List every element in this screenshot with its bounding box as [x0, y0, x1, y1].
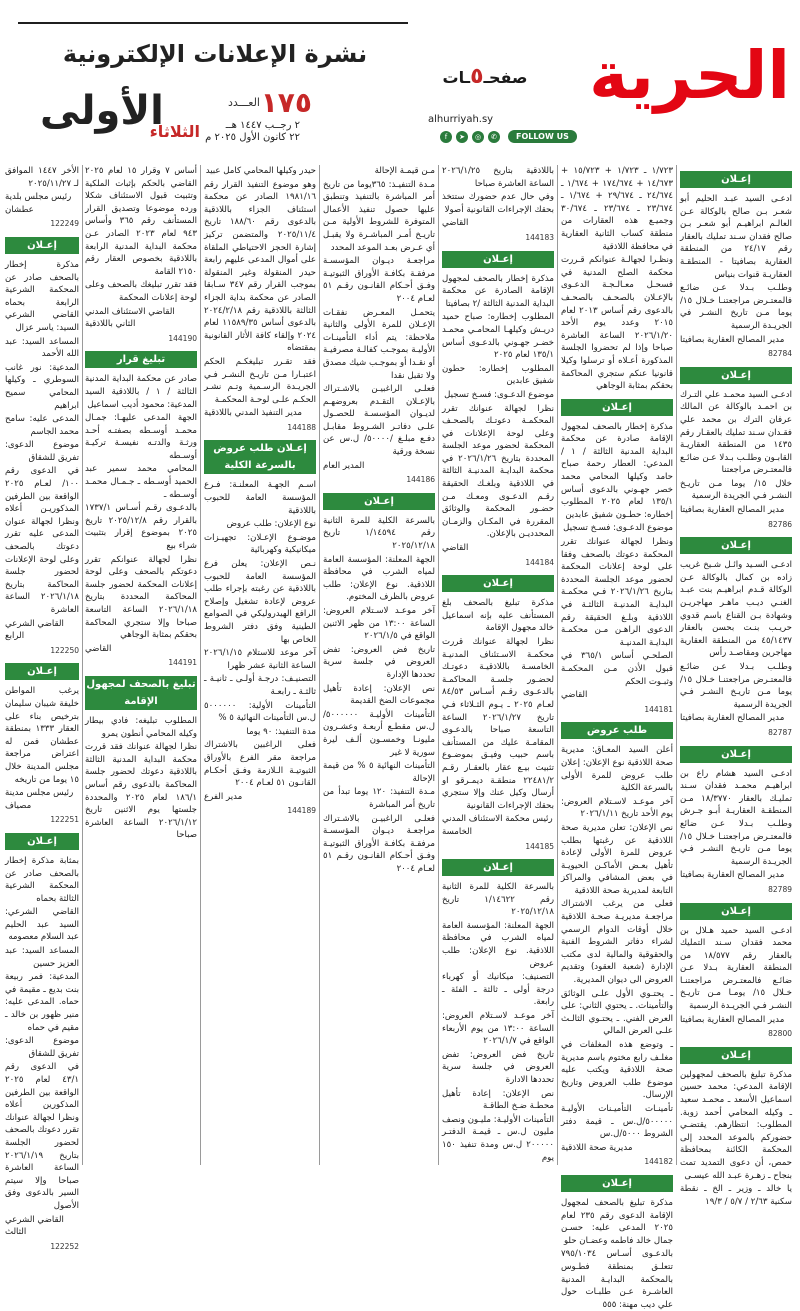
ad-item [85, 373, 197, 670]
ad-body: الجهة المدعى عليهـا: جمـال محمـد أوسـطه بصفتـه أحـد ورثـة والدتـه نفيسـة تركيـة أوسـطه [85, 413, 197, 461]
ad-signature: القاضي [442, 218, 469, 229]
ad-body: يرغب المواطن خليفة شيبان سليمان بترخيص بناء على العقار ١٣٣٣ بمنطقة عطشان فمن له اعتراض مراجعة مجلس المدينة خلال ١٥ يوما من تاريخه [5, 686, 79, 785]
ad-code: 144191 [168, 658, 197, 668]
ad-signature: مدير المصالح العقارية بصافيتا [680, 505, 785, 516]
ad-signature: مدير التنفيذ المدني باللاذقية [204, 408, 303, 419]
ad-body: المطلوب إخطاره: صباح حميد دريـش وكيلهـا المحامـي محمـد خضـر جهـوني بالدعـوى أساس ١٣٥/١ لعام ٢٠٢٥ [442, 312, 554, 361]
ad-item [680, 1069, 792, 1209]
ad-signature: المدير العام [323, 460, 365, 471]
issue-number: ١٧٥ [260, 86, 312, 119]
ad-body: المدعى عليه: سامح محمد الجاسم [5, 414, 79, 437]
ad-code: 122252 [50, 1241, 79, 1251]
ad-body: موضوع الدعوى: تفريق للشقاق [5, 440, 79, 463]
ad-signature: القاضي [561, 690, 588, 701]
column-4 [323, 165, 435, 1170]
ad-heading: تبليغ قرار [85, 351, 197, 368]
ad-signature: مديرية صحة اللاذقية [561, 1142, 633, 1153]
ad-heading: إعـلان [680, 537, 792, 554]
ad-code: 144181 [644, 704, 673, 714]
ad-item [442, 273, 554, 570]
ad-body: المساعد السيد: عبد الله الأحمد [5, 336, 79, 360]
ad-code: 144189 [287, 806, 316, 816]
ad-signature: مدير المصالح العقارية بصافيتا [680, 1014, 785, 1025]
ad-item [680, 389, 792, 532]
follow-us-badge[interactable]: FOLLOW US [508, 130, 577, 143]
column-divider [200, 165, 201, 1165]
section-title: نشرة الإعلانات الإلكترونية [62, 40, 368, 68]
pages-badge [420, 64, 550, 89]
ad-code: 82786 [768, 519, 792, 529]
ad-signature: مدير الفرع [204, 791, 243, 802]
ad-body: المدعية: فمر ربيعة بنت بديع ـ مقيمة في حماه. المدعى عليه: منير ظهور بن خالد ـ مقيم في حماه [5, 972, 79, 1033]
ad-body: التأمينات الأوليـة ٥٠٠٠٠٠٠/ل.س مقطـع أربعـة وعشـرون مليونـا وخمسـون ألـف ليرة سورية لا غير [323, 709, 435, 758]
ad-body: آخر موعـد لاسـتلام العروض: الساعة ١٣:٠٠ من يوم الأربعاء الواقع في ٢٠٢٦/١/٧ [442, 1011, 554, 1047]
website-link[interactable]: alhurriyah.sy [428, 114, 494, 125]
telegram-icon[interactable]: ➤ [456, 131, 468, 143]
ad-heading: إعـلان [680, 367, 792, 384]
ad-body: فعلـى الراغبيـن بالاشـتراك بالإعـلان التقـدم بعروضهـم لديـوان المؤسسـة للحصـول علـى دفاتـر الشـروط مقابـل دفـع مبلـغ /٥٠٠٠٠/ ل.س عن نسخة ورقية [323, 384, 435, 458]
ad-body: مـدة التنفيذ: ١٢٠ يوما تبدأ من تاريخ أمر المباشرة [323, 787, 435, 810]
ad-body: صادر عن محكمة البداية المدنية الثالثة / ١ / باللاذقية السيد المدعية: محمود أديب اسماعيل [85, 374, 197, 410]
newspaper-logo[interactable] [560, 37, 790, 120]
ad-signature: رئيس مجلس بلدية عطشان [5, 192, 72, 215]
pages-number: ٥ [470, 64, 484, 89]
ad-item [85, 715, 197, 842]
ad-code: 144188 [287, 422, 316, 432]
ad-item [680, 559, 792, 739]
ad-body: بمثابة مذكرة إخطار بالصحف صادر عن المحكمة الشرعية الثالثة بحماه [5, 855, 79, 904]
ad-body: باللاذقية بتاريخ ٢٠٢٦/١/٢٥ الساعة العاشرة صباحا [442, 166, 554, 189]
ad-body: ادعـى السـيد وائـل شـيخ غريب زاده بن كمال بالوكالة عـن الوكالة قـدم ابراهيـم بنت عبـد الغنـي ديـب ماهـر مهاجريـن وشهادة بـن القناع باسم قدوي حريـب بنـت بحسن بالعقار ٤٥/١٤٣٧ من المنطقة العقارية مهاجرين ومقاصـد رأس [680, 560, 792, 659]
ad-body: نظرا لجهالة عنوانك فقد قررت محكمة البداية المدنية الثالثة باللاذقية دعوتك لحضور جلسة المحاكمة بالدعوى رقم أساس ١٨٦/١ لعام ٢٠٢٥ والمحددة جلستها يوم الاثنين تاريخ ٢٠٢٦/١/١٢ الساعة العاشرة صباحا [85, 742, 197, 841]
ad-code: 122251 [50, 815, 79, 825]
ad-body: فعلـى الراغبيـن بالاشـتراك مراجعـة ديـوان المؤسسـة مرفقـة بكافـة الأوراق الثبوتيـة وفـق أحـكام القانـون رقـم ٥١ لعـام ٢٠٠٤ [323, 813, 435, 874]
ad-heading: إعـلان [5, 833, 79, 850]
column-5 [204, 165, 316, 1170]
issue-info [30, 86, 410, 146]
ad-item [323, 515, 435, 876]
ad-heading: إعـلان [561, 1175, 673, 1192]
ad-body: المطلوب تبليغه: فادي بيطار وكيله المحامي أنطون يمرو [85, 715, 197, 739]
ad-heading: إعـلان [680, 171, 792, 188]
hijri-date: ٢ رجــب ١٤٤٧ هــ [225, 120, 300, 131]
ad-body: ـ وتوضع هذه المغلفات في مغلـف رابع مختوم باسم مديرية صحة اللاذقية ويكتب عليه موضوع طلب العروض وتاريخ الإرسال. [561, 1040, 673, 1101]
ad-body: في الدعوى رقم ٤٣/١ لعام ٢٠٢٥ الواقعة بين الطرفين المذكورين أعلاه ونظرا لجهالة عنوانك تقرر دعوتك بالصحف لحضور الجلسة بتاريخ ٢٠٢٦/١/١٩ الساعة العاشرة صباحا وإلا سيتم السير بالدعوى وفق الأصول [5, 1062, 79, 1211]
ad-body: آخر موعـد لاسـتلام العروض: يوم الأحد تاريخ ٢٠٢٦/١/١١ [561, 796, 673, 820]
ad-heading: إعـلان [5, 237, 79, 254]
ad-body: بالدعـوى أسـاس ٧٩٥/١٠٣٤ تتعلـق بمنطقة فطـوس بالمحكمة البدايـة المدنية العاشـرة عـن طلبـات حول علي ديب مهنة: ٥٥٥ [561, 1249, 673, 1310]
pages-suffix: ـات [442, 68, 471, 87]
ad-heading: تبليغ بالصحف لمجهول الإقامة [85, 676, 197, 710]
ad-body: المساعد السيد: عبد العزيز حسين [5, 946, 79, 969]
ad-heading: إعـلان [5, 663, 79, 680]
ad-body: التأمينات الأوليـة: مليـون ونصف مليون ل.س ـ قيمـة الدفتـر ٢٠٠٠٠٠ ل.س ومدة تنفيذ ١٥٠ يوم [442, 1114, 554, 1163]
ad-body: مذكرة إخطار بالصحف لمجهول الإقامة صادرة عن محكمة البداية المدنية الثالثة / ١ / المدعي: العطار رحمة صباح حامد وكيلها المحامي محمد خصر جهـوني بالدعوى أساس ١٣٥/١ لعام ٢٠٢٥ المطلوب إخطاره: حطـون شفيق عابدين [561, 421, 674, 520]
ad-body: في الدعوى رقم ١٠٠/ لعـام ٢٠٢٥ الواقعة بين الطرفين المذكوريـن أعلاه ونظرا لجهالة عنوان المدعى عليه تقرر دعوتك بالصحف وعلى لوحة الإعلانات لحضور جلسة المحاكمة بتاريخ ٢٠٢٦/١/١٨ الساعة العاشرة [5, 466, 79, 615]
ad-body: التصنيـف: درجـة أولـى ـ ثانيـة ـ ثالثـة ـ رابعـة [204, 674, 316, 697]
ad-body: القاضي الشرعي: السيد عبد الحليم عبد السلام معصومه [5, 907, 79, 943]
ad-signature: القاضي [442, 543, 469, 554]
ad-body: موضـوع الإعـلان: تجهيـزات ميكانيكية وكهربائية [204, 532, 316, 556]
ad-body: المطلوب إخطاره: حطون شفيق عابدين [442, 363, 554, 387]
ad-body: نـص الإعلان: يعلن فرع المؤسسة العامة للحبوب باللاذقية عن رغبته بإجراء طلب عروض لإعادة تشغيل وإصلاح الرافع الهيدروليكي في الصوامع الطينية وفق دفتر الشروط الخاص بها [204, 559, 316, 645]
ad-item [442, 597, 554, 853]
ad-signature: مدير المصالح العقارية بصافيتا [680, 870, 785, 881]
ad-item [204, 479, 316, 817]
ad-code: 82787 [768, 727, 792, 737]
ad-item [85, 165, 197, 345]
ad-body: نص الإعلان: إعادة تأهيل مجموعات الضخ القديمة [323, 683, 435, 707]
ad-body: ادعـى السيد عبـد الحليم أبو شعـر بـن صالح بالوكالة عـن العالـم ابراهيـم أبو شعـر بـن صالح فقدان سـند تمليك بالعقار رقم ٢٤/١٧ من المنطقة العقارية بصافيتا - المنطقـة العقاريـة قنوات بنياس [680, 194, 792, 280]
ad-body: خلال ١٥/ يوما مـن تاريـخ النشـر فـي الجريدة الرسمية [680, 478, 792, 502]
ad-signature: رئيس محكمة الاستئناف المدني الخامسة [442, 814, 553, 837]
ad-code: 122250 [50, 645, 79, 655]
ad-heading: إعـلان [442, 859, 554, 876]
ad-code: 144183 [525, 232, 554, 242]
ad-body: آخر موعد للاستلام ٢٠٢٦/١/١٥ الساعة الثانية عشر ظهرا [204, 648, 316, 671]
ad-body: التأمينات الأولية: ٥٠٠٠٠٠٠ ل.س التأمينات النهائية ٥ % [204, 700, 316, 724]
ad-heading: إعـلان [561, 399, 673, 416]
ad-body: موضوع الدعـوى: فسـخ تسجيل [444, 389, 554, 400]
ad-item [442, 881, 554, 1164]
ad-item [5, 259, 79, 657]
ad-code: 144184 [525, 557, 554, 567]
ad-body: نوع الإعلان: طلب عروض [226, 519, 316, 530]
ad-body: المحامي محمد سمير عبد الحميد أوسـطه ـ جـمـال محمـد أوسـطه ـ [85, 464, 197, 500]
ad-code: 122249 [50, 219, 79, 229]
ad-item [561, 421, 673, 717]
ad-signature: القاضي الشرعي الثالث [5, 1214, 64, 1238]
ad-body: ادعـى السيد هشام راع بن ابراهيـم محمـد فقدان سـند تمليـك بالعقار ١٨/٣٧٧٠ مـن المنطقـة العقاريـة أبـو جـرش وطلـب بـدلا عـن ضائع فالمعتـرض مراجعتنـا خـلال ١٥/ يوما مـن تاريـخ النشـر فـي الجريـدة الرسمية [680, 768, 792, 867]
instagram-icon[interactable]: ◎ [472, 131, 484, 143]
ad-item [680, 193, 792, 361]
ad-body: بالسرعة الكلية للمرة الثانية رقم ١/١٤٥٩٤ تاريخ ٢٠٢٥/١٢/١٨ [323, 515, 435, 552]
ad-body: يا خالد ـ وزير ـ الخ ـ نقطة سكنية ٢/٦٣ / ٥/٧ / ١٩/٣ [680, 1184, 792, 1207]
ad-body: ـ يحتـوي الأول علـى الوثائق والتأمينات. ـ يحتوي الثاني: على العرض الفني. ـ يحتـوي الثالـث علـى العرض المالي [561, 988, 673, 1037]
ad-body: ونظرا لجهالة عنوانك تقرر المحكمة دعوتك بالصحف وفقا على لوحة إعلانات المحكمة لحضور موعد الجلسة المحددة بتاريخ ٢٠٢٦/١/٢٦ فـي محكمـة البدايـة المدنيـة الثالثـة في اللاذقية وبلـغ الحقيقة رقم الدعوى الراهـن مـن محكمـة البدايـة المدنيـة [561, 537, 673, 648]
ad-signature: رئيس مجلس مدينة مصياف [5, 788, 74, 811]
column-divider [557, 165, 558, 1165]
ad-item [680, 768, 792, 897]
ad-body: فقد تقـرر تبليغكـم الحكم اعتبـارا مـن تاريـخ النشـر فـي الجريـدة الرسـمية وتـم نشـر الحكـم علـى لوحـة المحكمـة [204, 356, 316, 405]
ad-signature: القاضي الشرعي الرابع [5, 618, 64, 642]
column-divider [319, 165, 320, 1165]
ad-body: الجهة المعلنة: المؤسسة العامة لمياه الشرب في محافظة اللاذقية. نوع الإعلان: طلب عروض بالظرف المختوم. [323, 554, 435, 603]
ad-item [204, 165, 316, 434]
ad-signature: مدير المصالح العقارية بصافيتا [680, 713, 785, 724]
column-3 [442, 165, 554, 1170]
ad-body: المدعية: نور غانب السوطري ـ وكيلها المحامي سميح ابراهيم [5, 362, 79, 411]
ad-signature: القاضي الاستئناف المدني الثاني باللاذقية [85, 306, 175, 330]
ad-body: الصلحـي أساس ٣٦٥/١ في قبول الأذن مـن المحكمـة وثبـوت الحكم [561, 651, 673, 687]
ad-item [5, 165, 79, 231]
column-divider [82, 165, 83, 1165]
ad-body: وطلـب بـدلا عـن ضائـع فالمعتـرض مراجعتنـا خـلال ١٥/ يوما مـن تاريـخ النشـر فـي الجريدة الرسمية [680, 662, 792, 710]
ad-heading: إعـلان [680, 903, 792, 920]
whatsapp-icon[interactable]: ✆ [488, 131, 500, 143]
ad-body: مذكرة تبليغ بالصحف بلغ المستأنف عليه بإنه اسماعيل خالد مجهول الإقامة [442, 598, 554, 634]
ad-body: حيدر وكيلها المحامي كامل عبيد [205, 166, 316, 176]
column-6 [85, 165, 197, 1170]
ad-item [561, 165, 673, 393]
column-1 [680, 165, 792, 1207]
ad-body: ادعـى السيد حميد هـلال بن محمد فقدان سـند التمليك بالعقار رقم ١٨/٥٧٧ من المنطقة العقارية بـدلا عـن ضائـع فالمعتـرض مراجعتنـا خـلال ١٥/ يومـا مـن تاريـخ النشـر فـي الجريـدة الرسمية [680, 925, 792, 1012]
ad-item [442, 165, 554, 245]
ad-body: تاريخ فض العروض: تفض العروض في جلسة سرية تحددها الادارة [442, 1049, 554, 1085]
facebook-icon[interactable]: f [440, 131, 452, 143]
ad-body: ونظـرا لجهالـة عنوانكم قـررت محكمة الصلح المدنية في فسحـل معـالـجـة الدعـوى بالإعـلان بالصحـف بالصحـف بالدعوى رقم أساس ٢٠١٣ لعام ٢٠١٥ وعدد يوم الأحد ٢٠٢٦/١/٢٠ الساعة العاشرة صباحا وإذا لم تحضروا الجلسة المذكورة أعـلاه أو ترسلوا وكيلا قانونيا عنكم ستجري المحاكمة بحقكم بمثابة الوجاهي [561, 255, 673, 392]
ad-item [5, 685, 79, 827]
ad-code: 144185 [525, 841, 554, 851]
ad-body: مذكرة تبليغ بالصحف لمجهولين الإقامة المدعي: محمد حسين اسماعيل الأسعد ـ محمـد سعيد ـ وكيله المحامي أحمد زوبة. المطلوب: انتظارهم. يقتضـي حضوركم بالموعد المحدد إلى المحكمة الكائنة بمحافظة حمص، أن دعوى التمديد تمت بنجاح ـ زهـرة عبـد الله عيسـى [680, 1069, 792, 1181]
ad-body: وفي حال عدم حضورك ستتخذ بحقك الإجراءات القانونية أصولا [442, 192, 554, 215]
ad-body: موضوع الدعـوى: فسـخ تسجيل [563, 523, 673, 534]
ad-item [680, 925, 792, 1041]
ad-signature: القاضي [85, 643, 112, 654]
ad-body: أساس ٧ وقرار ١٥ لعام ٢٠٢٥ القاضي بالحكم بإثبات الملكية وتثبيت قبول الاستئناف شكلا ورده موضوعا وتصديق القرار المستأنف رقم ٣٦٥ وأساس ٩٤٣ لعام ٢٠٢٣ الصادر عـن محكمة البداية المدنية الرابعة باللاذقية بخصوص العقار رقم ٢١٥٠ القامة [85, 166, 197, 277]
ad-body: أعلن السيد المعـاق: مديرية صحة اللاذقية نوع الإعلان: إعلان طلب عروض للمرة الأولى بالسرعة الكلية [561, 745, 673, 794]
ad-body: الأخر ١٤٤٧ الموافق لـ ٢٠٢٥/١١/٢٧ [5, 166, 80, 189]
ad-body: ادعـى السيد محمـد علي التـرك بن احمـد بالوكالة عن المالك عرفان الترك بن محمد علي فقـدان سـند تمليك بالعقـار رقم ١٤٣٥ من المنطقة العقاريـة القابـون وطلـب بـدلا عـن ضائـع فالمعتـرض مراجعتنا [680, 389, 792, 476]
ad-body: فقد تقرر تبليغك بالصحف وعلى لوحة إعلانات المحكمة [85, 280, 197, 303]
ad-body: بالسرعة الكلية للمرة الثانية رقم ١/١٤٦٢٢ تاريخ ٢٠٢٥/١٢/١٨ [442, 882, 554, 918]
social-links [440, 130, 577, 143]
ad-heading: إعـلان [442, 575, 554, 592]
ad-body: وهو موضوع التنفيذ القرار رقم ١٩٨١/١٦ الصادر عن محكمة استئناف الجزاء باللاذقية بالدعوى رقم ١٨٨/٦٠ تاريخ ٢٠٢٥/١١/٤ والمتضمن تركيز إشارة الحجز الاحتياطي الملقاة على أموال المدعى عليهم رابعة حيدر المنقولة وغير المنقولة بموجب القرار رقم ٣٤٧ سـابقا الصادر عن محكمة بداية الجزاء الثالثة باللاذقية رقم ٢٠٢٤/٢/١٨ بالدعوى أساس ١١٥٨٩/٣٥ لعام ٢٠٢٤ وإلقاء كافة الأثار القانونية بمقتضاه [204, 179, 317, 354]
ad-body: التأمينات النهائية ٥ % من قيمة الإحالة [323, 761, 435, 784]
ad-code: 82789 [768, 884, 792, 894]
column-7 [5, 165, 80, 1251]
ad-heading: إعـلان [442, 251, 554, 268]
column-divider [438, 165, 439, 1165]
ad-signature: مدير المصالح العقارية بصافيتا [680, 334, 785, 345]
ad-body: نظرا لجهالة عنوانك تقرر المحكمـة دعوتـك بالصحـف وعلى لوحة الإعلانات في المحكمة لحضور موعد الجلسة المحددة بتاريخ ٢٠٢٦/١/٢٦ في محكمة البدايـة المدنيـة الثالثة في اللاذقية وبلغـك الحقيقة رقـم الدعـوى ومعـك مـن حضـور المحكمة والوثائق المقررة في المكـان والزمـان المحدديـن بالإعلان. [442, 403, 554, 540]
ad-heading: طلب عروض [561, 722, 673, 739]
ad-heading: إعـلان طلب عروض بالسرعة الكلية [204, 440, 316, 474]
ad-body: فعلى الراغبين بالاشتراك مراجعة مقر الفرع بالأوراق الثبوتيـة الـلازمة وفـق أحكـام القانـون ٥١ لعـام ٢٠٠٤ [204, 740, 316, 789]
ad-body: الجهة المعلنة: المؤسسة العامة لمياه الشرب في محافظة اللاذقية. نوع الإعلان: طلب عروض [442, 920, 554, 969]
ad-item [5, 855, 79, 1253]
ad-code: 144186 [406, 475, 435, 485]
weekday: الثلاثاء [149, 122, 200, 141]
ad-body: موضوع الدعوى: تفريق للشقاق [5, 1036, 79, 1059]
ad-body: مـن قيمـة الإحالة [374, 166, 435, 176]
ad-body: مراجعـة ديـوان المؤسسـة مرفقـة بكافـة الأوراق الثبوتيـة وفـق أحـكام القانـون رقـم ٥١ لعـام ٢٠٠٤ [323, 256, 435, 304]
ad-item [323, 165, 435, 487]
ad-code: 82784 [768, 349, 792, 359]
ad-code: 144182 [644, 1157, 673, 1167]
ad-body: نص الإعلان: إعادة تأهيل محطـة ضـخ الطاقـة [442, 1088, 554, 1112]
ad-body: آخر موعـد لاسـتلام العروض: الساعة ١٣:٠٠ من ظهر الاثنين الواقع في ٢٠٢٦/١/٥ [323, 606, 435, 642]
title-rule [18, 22, 408, 24]
ad-body: تأمينـات التأميـنات الأوليـة ٥٠٠٠٠٠/ل.س ـ قيمة دفتر الشروط ٥٠٠٠/ل.س [561, 1103, 673, 1140]
ad-code: 82800 [768, 1029, 792, 1039]
ad-body: اسـم الجهـة المعلنـة: فـرع المؤسسة العامة للحبوب باللاذقية [204, 480, 316, 516]
ad-body: مدة التنفيذ: ٩٠ يوما [246, 726, 316, 737]
ad-body: مذكرة إخطار بالصحف صادر عن المحكمة الشرعية الرابعة بحماه القاضي الشرعي السيد: ياسر عزال [5, 259, 79, 333]
ad-body: وطلـب بـدلا عـن ضائـع فالمعتـرض مراجعتنـا خـلال ١٥/ يوما مـن تاريخ النشـر في الجريـدة الرسمية [680, 283, 792, 331]
ad-body: ١/٧٢٣ ـ ١/٧٢٣ + ١٥/٧٢٣ + ١٤/٦٧٣ + ١٧٤/٦٧٤ + ١/٦٧٤ ـ ٢٤/٦٧٤ ـ ٢٩/٦٧٤ + ١/٦٧٤ ـ ٢٣/٦٧٤ ـ ٢٣/٦٧٤ ـ ٣٠/٦٧٤ وجميـع هذه العقارات من منطقة كساب الثانية العقارية في محافظة اللاذقية [561, 166, 674, 252]
column-2 [561, 165, 674, 1310]
ad-body: بالدعـوى رقـم أسـاس ١٧٣٧/١ بالقرار رقم ٢٠٢٥/١٢/٨ تاريخ ٢٠٢٥ بموضوع إقرار بتثبيت شراء بيع [85, 503, 197, 552]
ad-body: نص الإعلان: تعلن مديرية صحة اللاذقية عن رغبتها بطلب عروض للمرة الأولى لإعادة تأهيل بعـض الأماكـن الحيويـة في بعض المشافي والمراكز التابعة لمديرية صحة اللاذقية [561, 822, 673, 896]
ad-item [561, 1197, 673, 1311]
column-divider [676, 165, 677, 1165]
ad-heading: إعـلان [680, 1047, 792, 1064]
ad-body: مـدة التنفيـذ: ٣٦٥يوما من تاريخ أمر المباشرة بالتنفيذ وتنطبق عليها حصول تنفيذ الأعمال المتوفرة للشروط الأولية مـن تاريـخ أمـر المباشـرة ولا يقبـل أي عـرض بعـد الموعد المحدد [323, 179, 435, 253]
issue-label: العـــدد [227, 96, 260, 109]
ad-body: مذكرة تبليغ بالصحف لمجهول الإقامة الدعوى رقم ٢٣٥ لعام ٢٠٢٥ المدعى عليه: حسـن جمال خالد فاطمه وعضـان حلو [561, 1197, 673, 1246]
masthead [0, 0, 800, 158]
page-section: الأولى [40, 88, 164, 134]
ad-body: مذكرة إخطار بالصحف لمجهول الإقامة الصادرة عن محكمة البداية المدنية الثالثة /٢ بصافيتا [442, 273, 554, 309]
ad-item [561, 744, 673, 1169]
ad-body: فعلى من يرغب الاشتراك مراجعـة مديريـة صحـة اللاذقية خلال أوقات الدوام الرسمي لشراء دفاتر الشروط الفنية والحقوقية والمالية لدى مكتب الإدارة (شعبة العقود) وتقديم العروض الى ديوان المديرية. [561, 899, 673, 986]
ad-heading: إعـلان [680, 746, 792, 763]
pages-prefix: صفحـ [483, 68, 528, 87]
ad-body: نظرا لجهالة عنوانك قررت محكمـة الاسـتئناف المدنيـة الخامسـة باللاذقيـة دعوتـك لحضـور جلسـة المحاكمـة بالدعـوى رقـم أسـاس ٨٤/٥٣ لعـام ٢٠٢٥ ـ يـوم الثـلاثاء فـي تاريخ ٢٠٢٦/١/٢٧ الساعة التاسعة صباحا بالدعـوى المقامـة عليك من المستأنف باسم حبيب وفيـق بموضـوع تثبيت بيـع عقار بالعقـار رقـم ٢٢٤٨١/٢ منطقـة ديمـرقو او أرسال وكيل عنك وإلا ستجري بحقك الإجراءات القانونية [442, 637, 555, 811]
ad-body: التصنيف: ميكانيك أو كهرباء درجة أولى ـ ثالثة ـ الفئة ـ رابعة. [442, 972, 554, 1008]
gregorian-date: ٢٢ كانون الأول ٢٠٢٥ م [205, 132, 300, 143]
ad-body: نظرا لجهالة عنوانكم تقرر دعوتكم بالصحف وعلى لوحة إعلانات المحكمة لحضور جلسة المحاكمة المحددة بتاريخ ٢٠٢٦/١/١٨ الساعة التاسعة صباحا وإلا ستجري المحاكمة بحقكم بمثابة الوجاهي [85, 554, 197, 641]
logo-text: الحرية [589, 37, 790, 114]
ad-heading: إعـلان [323, 493, 435, 510]
ad-code: 144190 [168, 333, 197, 343]
ad-body: تاريخ فض العروض: تفض العروض في جلسة سرية تحددها الإدارة [323, 644, 435, 680]
ad-body: يتحمـل المعـرض نفقـات الإعـلان للمرة الأولى والثانية ملاحظة: يتم أداء التأمينـات الأوليـة بموجـب كفالـة مصرفيـة أو نقـدا أو بموجـب شيك مصدق ولا تقبل نقدا [323, 307, 435, 381]
